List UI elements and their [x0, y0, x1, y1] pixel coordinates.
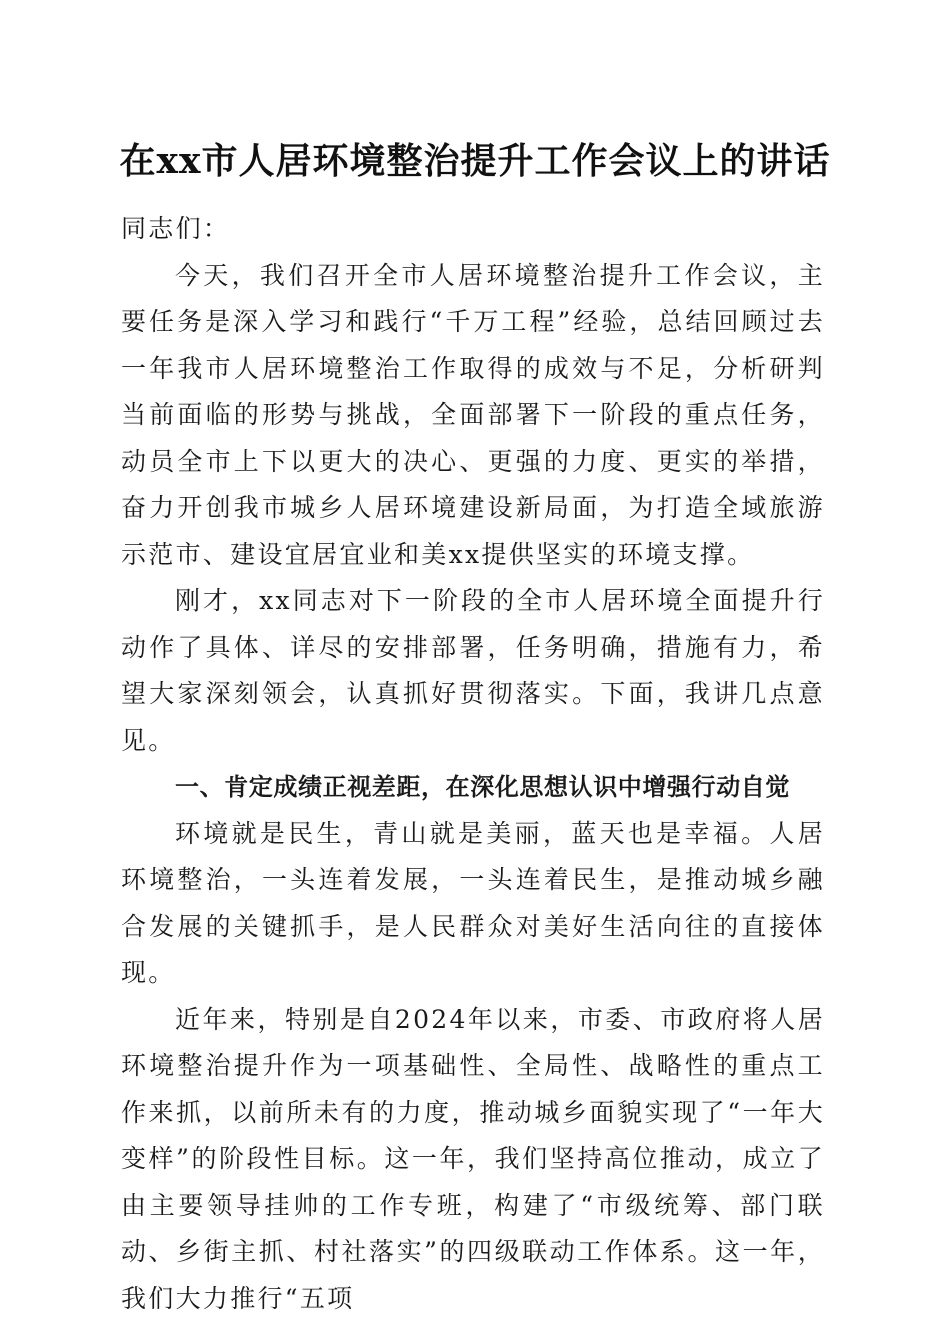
document-title: 在xx市人居环境整治提升工作会议上的讲话: [119, 140, 831, 182]
salutation: 同志们：: [121, 214, 231, 243]
paragraph-opening: 今天，我们召开全市人居环境整治提升工作会议，主要任务是深入学习和践行“千万工程”经验，总结回顾过去一年我市人居环境整治工作取得的成效与不足，分析研判当前面临的形势与挑战，全面部署下一阶段的重点任务，动员全市上下以更大的决心、更强的力度、更实的举措，奋力开创我市城乡人居环境建设新局面，为打造全域旅游示范市、建设宜居宜业和美xx提供坚实的环境支撑。: [121, 260, 825, 569]
paragraph-arrangement: 刚才，xx同志对下一阶段的全市人居环境全面提升行动作了具体、详尽的安排部署，任务明确，措施有力，希望大家深刻领会，认真抓好贯彻落实。下面，我讲几点意见。: [121, 586, 825, 755]
section-heading: 一、肯定成绩正视差距，在深化思想认识中增强行动自觉: [175, 773, 790, 801]
document-body: [121, 206, 825, 1322]
paragraph-environment: 环境就是民生，青山就是美丽，蓝天也是幸福。人居环境整治，一头连着发展，一头连着民生，是推动城乡融合发展的关键抓手，是人民群众对美好生活向往的直接体现。: [121, 818, 825, 987]
paragraph-recent-years: 近年来，特别是自2024年以来，市委、市政府将人居环境整治提升作为一项基础性、全局性、战略性的重点工作来抓，以前所未有的力度，推动城乡面貌实现了“一年大变样”的阶段性目标。这一年，我们坚持高位推动，成立了由主要领导挂帅的工作专班，构建了“市级统筹、部门联动、乡街主抓、村社落实”的四级联动工作体系。这一年，我们大力推行“五项: [121, 1004, 825, 1313]
